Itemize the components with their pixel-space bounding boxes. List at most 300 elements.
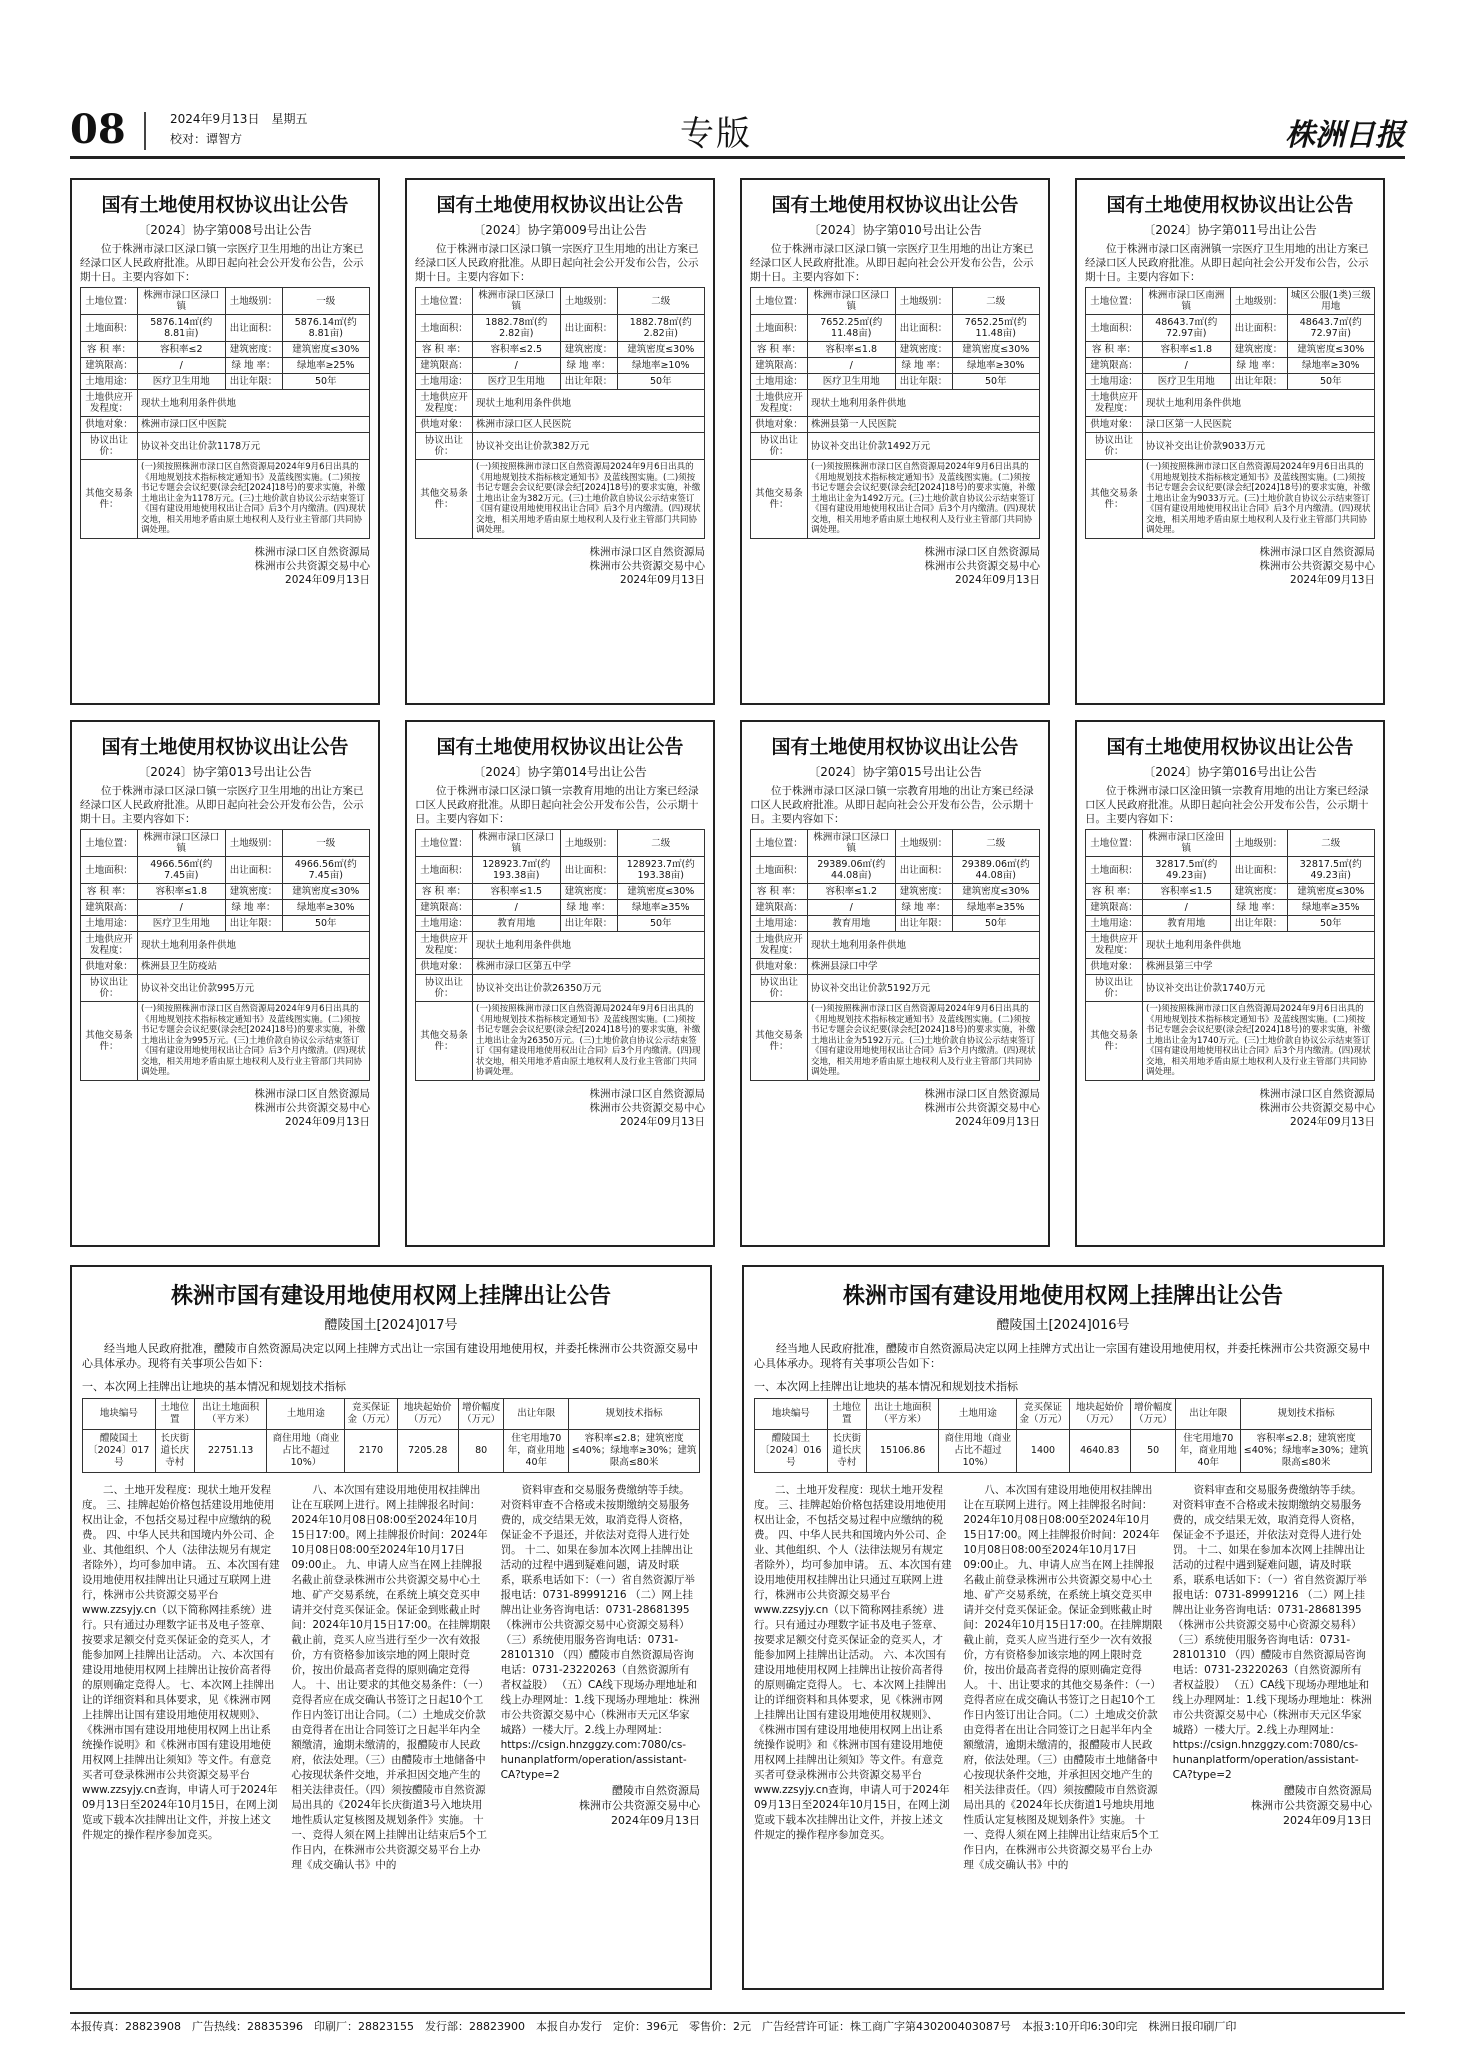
notice-number: 〔2024〕协字第010号出让公告: [808, 223, 982, 237]
label-height: 建筑限高：: [81, 900, 138, 916]
label-target: 供地对象：: [81, 959, 138, 975]
body-text: 八、本次国有建设用地使用权挂牌出让在互联网上进行。网上挂牌报名时间：2024年10月08日08:00至2024年10月15日17:00。网上挂牌报价时间：2024年10月08日08:00至2024年10月17日09:00止。 九、申请人应当在网上挂牌报名截止前登录株洲市公共资源交易中心土地、矿产交易系统，在系统上填交竞买申请并交付竞买保证金。保证金到账截止时间：2024年10月15日17:00。在挂牌期限截止前，竞买人应当进行至少一次有效报价，方有资格参加该宗地的网上限时竞价，按出价最高者竞得的原则确定竞得人。 十、出让要求的其他交易条件：（一）竞得者应在成交确认书签订之日起10个工作日内签订出让合同。（二）土地成交价款由竞得者在出让合同签订之日起半年内全额缴清，逾期未缴清的，报醴陵市人民政府，依法处理。（三）由醴陵市土地储备中心按现状条件交地，并承担因交地产生的相关法律责任。（四）须按醴陵市自然资源局出具的《2024年长庆街道3号入地块用地性质认定复核图及规划条件》实施。 十一、竞得人须在网上挂牌出让结束后5个工作日内，在株洲市公共资源交易平台上办理《成交确认书》中的: [291, 1484, 491, 1871]
value-far: 容积率≤2: [138, 342, 226, 358]
value-other: (一)须按照株洲市渌口区自然资源局2024年9月6日出具的《用地规划技术指标核定通知书》及蓝线图实施。(二)须按书记专题会会议纪要(渌会纪[2024]18号)的要求实施，补缴土地出让金为1740万元。(三)土地价款自协议公示结束签订《国有建设用地使用权出让合同》后3个月内缴清。(四)现状交地，相关用地矛盾由原土地权利人及行业主管部门共同协调处理。: [1143, 1002, 1375, 1081]
label-density: 建筑密度：: [225, 884, 282, 900]
land-info-table: [750, 287, 1040, 539]
signer-bureau: 株洲市渌口区自然资源局: [1259, 545, 1375, 558]
label-location: 土地位置：: [751, 830, 808, 857]
notice-signature: [415, 545, 705, 587]
value-location: 株洲市渌口区渌口镇: [808, 830, 896, 857]
label-use: 土地用途：: [751, 374, 808, 390]
label-grade: 土地级别：: [895, 288, 952, 315]
body-text: 二、土地开发程度：现状土地开发程度。 三、挂牌起始价格包括建设用地使用权出让金，不包括交易过程中应缴纳的税费。 四、中华人民共和国境内外公司、企业、其他组织、个人（法律法规另有规定者除外），均可参加申请。 五、本次国有建设用地使用权挂牌出让只通过互联网上进行，株洲市公共资源交易平台www.zzsyjy.cn（以下简称网挂系统）进行。只有通过办理数字证书及电子签章、按要求足额交付竞买保证金的竞买人，才能参加网上挂牌出让活动。 六、本次国有建设用地使用权网上挂牌出让按价高者得的原则确定竞得人。 七、本次网上挂牌出让的详细资料和具体要求，见《株洲市网上挂牌出让国有建设用地使用权规则》、《株洲市国有建设用地使用权网上出让系统操作说明》和《株洲市国有建设用地使用权网上挂牌出让须知》等文件。有意竞买者可登录株洲市公共资源交易平台www.zzsyjy.cn查询，申请人可于2024年09月13日至2024年10月15日，在网上浏览或下载本次挂牌出让文件，并按上述文件规定的操作程序参加竞买。: [754, 1484, 952, 1841]
table-cell: 商住用地（商业占比不超过10%）: [939, 1430, 1017, 1473]
land-notice: [740, 178, 1050, 705]
notice-title: 国有土地使用权协议出让公告: [436, 194, 684, 216]
auction-notice: [742, 1265, 1384, 1990]
label-grade: 土地级别：: [225, 288, 282, 315]
value-dev-cond: 现状土地利用条件供地: [138, 932, 370, 959]
label-grade: 土地级别：: [1230, 830, 1287, 857]
value-price: 协议补交出让价款9033万元: [1143, 433, 1375, 460]
value-height: /: [1143, 900, 1231, 916]
label-location: 土地位置：: [1086, 288, 1143, 315]
label-location: 土地位置：: [81, 288, 138, 315]
label-price: 协议出让价：: [1086, 433, 1143, 460]
value-far: 容积率≤1.8: [1143, 342, 1231, 358]
issue-date: 2024年9月13日 星期五: [170, 112, 308, 126]
label-green: 绿 地 率：: [560, 900, 617, 916]
label-height: 建筑限高：: [1086, 358, 1143, 374]
value-density: 建筑密度≤30%: [1287, 342, 1375, 358]
notice-signature: [1173, 1783, 1372, 1828]
value-location: 株洲市渌口区渌口镇: [138, 830, 226, 857]
table-header: 土地用途: [267, 1399, 345, 1430]
signer-center: 株洲市公共资源交易中心: [1250, 1799, 1372, 1812]
label-grade: 土地级别：: [225, 830, 282, 857]
table-header: 地块起始价（万元）: [397, 1399, 459, 1430]
value-target: 株洲市渌口区人民医院: [473, 417, 705, 433]
land-info-table: [1085, 829, 1375, 1081]
notice-signature: [80, 545, 370, 587]
value-sale-area: 5876.14㎡(约8.81亩): [282, 315, 370, 342]
notice-title: 国有土地使用权协议出让公告: [771, 194, 1019, 216]
value-dev-cond: 现状土地利用条件供地: [138, 390, 370, 417]
notice-title: 株洲市国有建设用地使用权网上挂牌出让公告: [170, 1283, 611, 1309]
value-sale-area: 4966.56㎡(约7.45亩): [282, 857, 370, 884]
label-other: 其他交易条件：: [416, 1002, 473, 1081]
notice-signature: [1085, 1087, 1375, 1129]
table-header: 地块编号: [755, 1399, 828, 1430]
label-other: 其他交易条件：: [1086, 460, 1143, 539]
table-header-row: [755, 1399, 1372, 1430]
value-green: 绿地率≥35%: [1287, 900, 1375, 916]
value-price: 协议补交出让价款5192万元: [808, 975, 1040, 1002]
notice-signature: [80, 1087, 370, 1129]
label-far: 容 积 率：: [81, 884, 138, 900]
label-target: 供地对象：: [751, 417, 808, 433]
table-cell: 住宅用地70年，商业用地40年: [504, 1430, 569, 1473]
value-density: 建筑密度≤30%: [617, 342, 705, 358]
table-header: 土地位置: [155, 1399, 194, 1430]
notice-signature: [750, 1087, 1040, 1129]
notice-number: 〔2024〕协字第011号出让公告: [1143, 223, 1317, 237]
value-sale-area: 48643.7㎡(约72.97亩): [1287, 315, 1375, 342]
label-area: 土地面积：: [1086, 857, 1143, 884]
value-sale-area: 7652.25㎡(约11.48亩): [952, 315, 1040, 342]
label-green: 绿 地 率：: [225, 358, 282, 374]
label-density: 建筑密度：: [560, 342, 617, 358]
value-area: 4966.56㎡(约7.45亩): [138, 857, 226, 884]
label-green: 绿 地 率：: [895, 358, 952, 374]
notice-intro: 位于株洲市渌口区渌口镇一宗教育用地的出让方案已经渌口区人民政府批准。从即日起向社会公开发布公告，公示期十日。主要内容如下：: [415, 785, 699, 825]
notice-body: [754, 1483, 1372, 1873]
notice-signature: [415, 1087, 705, 1129]
body-column-2: [963, 1483, 1162, 1873]
value-target: 株洲县卫生防疫站: [138, 959, 370, 975]
label-area: 土地面积：: [751, 857, 808, 884]
value-height: /: [808, 358, 896, 374]
label-sale-area: 出让面积：: [895, 315, 952, 342]
value-height: /: [138, 358, 226, 374]
signer-bureau: 株洲市渌口区自然资源局: [924, 1087, 1040, 1100]
land-notice: [740, 720, 1050, 1247]
label-far: 容 积 率：: [1086, 884, 1143, 900]
label-dev-cond: 土地供应开发程度：: [81, 390, 138, 417]
label-dev-cond: 土地供应开发程度：: [751, 390, 808, 417]
value-grade: 二级: [952, 830, 1040, 857]
value-density: 建筑密度≤30%: [1287, 884, 1375, 900]
signer-bureau: 醴陵市自然资源局: [1283, 1784, 1372, 1797]
value-far: 容积率≤1.8: [138, 884, 226, 900]
table-cell: 80: [459, 1430, 504, 1473]
label-price: 协议出让价：: [416, 975, 473, 1002]
value-sale-area: 128923.7㎡(约193.38亩): [617, 857, 705, 884]
section-heading: 一、本次网上挂牌出让地块的基本情况和规划技术指标: [82, 1380, 346, 1393]
land-info-table: [1085, 287, 1375, 539]
label-use: 土地用途：: [751, 916, 808, 932]
value-use: 教育用地: [808, 916, 896, 932]
label-area: 土地面积：: [416, 315, 473, 342]
notice-signature: [750, 545, 1040, 587]
table-header: 地块起始价（万元）: [1069, 1399, 1131, 1430]
value-green: 绿地率≥35%: [617, 900, 705, 916]
body-column-3: [1173, 1483, 1372, 1873]
label-other: 其他交易条件：: [1086, 1002, 1143, 1081]
land-notice: [405, 178, 715, 705]
value-other: (一)须按照株洲市渌口区自然资源局2024年9月6日出具的《用地规划技术指标核定通知书》及蓝线图实施。(二)须按书记专题会会议纪要(渌会纪[2024]18号)的要求实施，补缴土地出让金为1492万元。(三)土地价款自协议公示结束签订《国有建设用地使用权出让合同》后3个月内缴清。(四)现状交地，相关用地矛盾由原土地权利人及行业主管部门共同协调处理。: [808, 460, 1040, 539]
label-other: 其他交易条件：: [81, 1002, 138, 1081]
newspaper-logo: 株洲日报: [1285, 118, 1405, 153]
value-term: 50年: [952, 916, 1040, 932]
value-target: 渌口区第一人民医院: [1143, 417, 1375, 433]
label-density: 建筑密度：: [560, 884, 617, 900]
label-target: 供地对象：: [1086, 417, 1143, 433]
label-green: 绿 地 率：: [1230, 358, 1287, 374]
value-location: 株洲市渌口区渌口镇: [138, 288, 226, 315]
table-header: 竞买保证金（万元）: [345, 1399, 397, 1430]
value-use: 医疗卫生用地: [138, 374, 226, 390]
label-green: 绿 地 率：: [560, 358, 617, 374]
label-term: 出让年限：: [895, 374, 952, 390]
table-cell: 住宅用地70年，商业用地40年: [1176, 1430, 1241, 1473]
label-location: 土地位置：: [81, 830, 138, 857]
notice-title: 国有土地使用权协议出让公告: [436, 736, 684, 758]
table-header: 出让土地面积（平方米）: [866, 1399, 938, 1430]
label-other: 其他交易条件：: [751, 1002, 808, 1081]
value-area: 7652.25㎡(约11.48亩): [808, 315, 896, 342]
label-far: 容 积 率：: [1086, 342, 1143, 358]
label-dev-cond: 土地供应开发程度：: [751, 932, 808, 959]
label-dev-cond: 土地供应开发程度：: [416, 390, 473, 417]
label-price: 协议出让价：: [81, 975, 138, 1002]
label-area: 土地面积：: [1086, 315, 1143, 342]
value-density: 建筑密度≤30%: [952, 884, 1040, 900]
label-term: 出让年限：: [1230, 916, 1287, 932]
notice-title: 株洲市国有建设用地使用权网上挂牌出让公告: [842, 1283, 1283, 1309]
value-green: 绿地率≥35%: [952, 900, 1040, 916]
label-term: 出让年限：: [225, 374, 282, 390]
value-dev-cond: 现状土地利用条件供地: [1143, 390, 1375, 417]
label-area: 土地面积：: [416, 857, 473, 884]
label-term: 出让年限：: [895, 916, 952, 932]
table-cell: 商住用地（商业占比不超过10%）: [267, 1430, 345, 1473]
label-other: 其他交易条件：: [416, 460, 473, 539]
notice-number: 〔2024〕协字第008号出让公告: [138, 223, 312, 237]
value-price: 协议补交出让价款26350万元: [473, 975, 705, 1002]
value-other: (一)须按照株洲市渌口区自然资源局2024年9月6日出具的《用地规划技术指标核定通知书》及蓝线图实施。(二)须按书记专题会会议纪要(渌会纪[2024]18号)的要求实施，补缴土地出让金为382万元。(三)土地价款自协议公示结束签订《国有建设用地使用权出让合同》后3个月内缴清。(四)现状交地，相关用地矛盾由原土地权利人及行业主管部门共同协调处理。: [473, 460, 705, 539]
label-dev-cond: 土地供应开发程度：: [81, 932, 138, 959]
label-target: 供地对象：: [416, 959, 473, 975]
label-sale-area: 出让面积：: [1230, 857, 1287, 884]
label-height: 建筑限高：: [416, 358, 473, 374]
value-use: 医疗卫生用地: [808, 374, 896, 390]
value-green: 绿地率≥10%: [617, 358, 705, 374]
label-term: 出让年限：: [560, 916, 617, 932]
value-term: 50年: [617, 374, 705, 390]
sign-date: 2024年09月13日: [1282, 1814, 1372, 1827]
label-price: 协议出让价：: [1086, 975, 1143, 1002]
table-cell: 长庆街道长庆寺村: [827, 1430, 866, 1473]
value-term: 50年: [1287, 374, 1375, 390]
label-density: 建筑密度：: [1230, 342, 1287, 358]
value-other: (一)须按照株洲市渌口区自然资源局2024年9月6日出具的《用地规划技术指标核定通知书》及蓝线图实施。(二)须按书记专题会会议纪要(渌会纪[2024]18号)的要求实施，补缴土地出让金为995万元。(三)土地价款自协议公示结束签订《国有建设用地使用权出让合同》后3个月内缴清。(四)现状交地，相关用地矛盾由原土地权利人及行业主管部门共同协调处理。: [138, 1002, 370, 1081]
value-height: /: [1143, 358, 1231, 374]
value-target: 株洲市渌口区第五中学: [473, 959, 705, 975]
notice-signature: [1085, 545, 1375, 587]
label-density: 建筑密度：: [225, 342, 282, 358]
table-cell: 15106.86: [866, 1430, 938, 1473]
notice-title: 国有土地使用权协议出让公告: [1106, 736, 1354, 758]
table-header: 竞买保证金（万元）: [1017, 1399, 1069, 1430]
label-far: 容 积 率：: [751, 884, 808, 900]
sign-date: 2024年09月13日: [955, 1115, 1040, 1128]
notice-body: [82, 1483, 700, 1873]
value-other: (一)须按照株洲市渌口区自然资源局2024年9月6日出具的《用地规划技术指标核定通知书》及蓝线图实施。(二)须按书记专题会会议纪要(渌会纪[2024]18号)的要求实施，补缴土地出让金为9033万元。(三)土地价款自协议公示结束签订《国有建设用地使用权出让合同》后3个月内缴清。(四)现状交地，相关用地矛盾由原土地权利人及行业主管部门共同协调处理。: [1143, 460, 1375, 539]
value-use: 医疗卫生用地: [1143, 374, 1231, 390]
table-header: 增价幅度（万元）: [459, 1399, 504, 1430]
body-column-1: [754, 1483, 953, 1873]
value-term: 50年: [952, 374, 1040, 390]
table-header: 增价幅度（万元）: [1131, 1399, 1176, 1430]
value-price: 协议补交出让价款1492万元: [808, 433, 1040, 460]
table-cell: 4640.83: [1069, 1430, 1131, 1473]
value-grade: 一级: [282, 830, 370, 857]
label-price: 协议出让价：: [751, 975, 808, 1002]
value-green: 绿地率≥30%: [1287, 358, 1375, 374]
label-grade: 土地级别：: [560, 830, 617, 857]
value-far: 容积率≤1.5: [1143, 884, 1231, 900]
value-area: 32817.5㎡(约49.23亩): [1143, 857, 1231, 884]
signer-center: 株洲市公共资源交易中心: [1259, 1101, 1375, 1114]
label-price: 协议出让价：: [751, 433, 808, 460]
table-header: 土地位置: [827, 1399, 866, 1430]
signer-center: 株洲市公共资源交易中心: [1259, 559, 1375, 572]
value-area: 5876.14㎡(约8.81亩): [138, 315, 226, 342]
label-location: 土地位置：: [1086, 830, 1143, 857]
label-height: 建筑限高：: [1086, 900, 1143, 916]
table-cell: 醴陵国土〔2024〕017号: [83, 1430, 156, 1473]
land-notice: [405, 720, 715, 1247]
label-use: 土地用途：: [416, 916, 473, 932]
value-target: 株洲市渌口区中医院: [138, 417, 370, 433]
table-cell: 长庆街道长庆寺村: [155, 1430, 194, 1473]
label-dev-cond: 土地供应开发程度：: [1086, 390, 1143, 417]
value-sale-area: 32817.5㎡(约49.23亩): [1287, 857, 1375, 884]
footer-info: 本报传真：28823908 广告热线：28835396 印刷厂：28823155 发行部：28823900 本报自办发行 定价：396元 零售价：2元 广告经营许可证：株工商广字第430200403087号 本报3:10开印6:30印完 株洲日报印刷厂印: [70, 2020, 1237, 2033]
label-area: 土地面积：: [81, 857, 138, 884]
value-density: 建筑密度≤30%: [617, 884, 705, 900]
value-dev-cond: 现状土地利用条件供地: [808, 390, 1040, 417]
value-price: 协议补交出让价款382万元: [473, 433, 705, 460]
signer-center: 株洲市公共资源交易中心: [924, 1101, 1040, 1114]
sign-date: 2024年09月13日: [285, 573, 370, 586]
table-header: 规划技术指标: [1241, 1399, 1372, 1430]
notice-number: 〔2024〕协字第015号出让公告: [808, 765, 982, 779]
land-info-table: [750, 829, 1040, 1081]
page-footer: [70, 2012, 1405, 2034]
notice-intro: 位于株洲市渌口区南洲镇一宗医疗卫生用地的出让方案已经渌口区人民政府批准。从即日起向社会公开发布公告，公示期十日。主要内容如下：: [1085, 243, 1369, 283]
label-green: 绿 地 率：: [225, 900, 282, 916]
notice-number: 〔2024〕协字第009号出让公告: [473, 223, 647, 237]
table-row: [83, 1430, 700, 1473]
label-sale-area: 出让面积：: [225, 315, 282, 342]
signer-bureau: 株洲市渌口区自然资源局: [589, 1087, 705, 1100]
label-height: 建筑限高：: [751, 358, 808, 374]
parcel-table: [82, 1398, 700, 1473]
label-sale-area: 出让面积：: [560, 857, 617, 884]
value-grade: 二级: [1287, 830, 1375, 857]
value-grade: 一级: [282, 288, 370, 315]
notice-number: 〔2024〕协字第016号出让公告: [1143, 765, 1317, 779]
land-info-table: [80, 287, 370, 539]
signer-center: 株洲市公共资源交易中心: [254, 559, 370, 572]
body-column-3: [501, 1483, 700, 1873]
page-header: [70, 106, 1405, 159]
value-area: 1882.78㎡(约2.82亩): [473, 315, 561, 342]
table-cell: 22751.13: [194, 1430, 266, 1473]
value-location: 株洲市渌口区渌口镇: [808, 288, 896, 315]
notice-intro: 经当地人民政府批准，醴陵市自然资源局决定以网上挂牌方式出让一宗国有建设用地使用权，并委托株洲市公共资源交易中心具体承办。现将有关事项公告如下：: [754, 1342, 1370, 1370]
notice-intro: 位于株洲市渌口区渌口镇一宗医疗卫生用地的出让方案已经渌口区人民政府批准。从即日起向社会公开发布公告，公示期十日。主要内容如下：: [80, 785, 364, 825]
label-grade: 土地级别：: [560, 288, 617, 315]
label-target: 供地对象：: [81, 417, 138, 433]
label-green: 绿 地 率：: [1230, 900, 1287, 916]
label-far: 容 积 率：: [81, 342, 138, 358]
notice-title: 国有土地使用权协议出让公告: [771, 736, 1019, 758]
signer-bureau: 株洲市渌口区自然资源局: [589, 545, 705, 558]
auction-notice: [70, 1265, 712, 1990]
value-area: 128923.7㎡(约193.38亩): [473, 857, 561, 884]
label-use: 土地用途：: [1086, 916, 1143, 932]
value-target: 株洲县渌口中学: [808, 959, 1040, 975]
label-location: 土地位置：: [416, 830, 473, 857]
table-header: 出让年限: [504, 1399, 569, 1430]
value-grade: 二级: [617, 830, 705, 857]
parcel-table: [754, 1398, 1372, 1473]
value-target: 株洲县第一人民医院: [808, 417, 1040, 433]
value-other: (一)须按照株洲市渌口区自然资源局2024年9月6日出具的《用地规划技术指标核定通知书》及蓝线图实施。(二)须按书记专题会会议纪要(渌会纪[2024]18号)的要求实施，补缴土地出让金为5192万元。(三)土地价款自协议公示结束签订《国有建设用地使用权出让合同》后3个月内缴清。(四)现状交地，相关用地矛盾由原土地权利人及行业主管部门共同协调处理。: [808, 1002, 1040, 1081]
value-height: /: [473, 358, 561, 374]
label-target: 供地对象：: [1086, 959, 1143, 975]
sign-date: 2024年09月13日: [620, 1115, 705, 1128]
notice-title: 国有土地使用权协议出让公告: [1106, 194, 1354, 216]
land-info-table: [80, 829, 370, 1081]
notice-title: 国有土地使用权协议出让公告: [101, 736, 349, 758]
label-other: 其他交易条件：: [81, 460, 138, 539]
notice-intro: 位于株洲市渌口区淦田镇一宗教育用地的出让方案已经渌口区人民政府批准。从即日起向社会公开发布公告，公示期十日。主要内容如下：: [1085, 785, 1369, 825]
value-dev-cond: 现状土地利用条件供地: [1143, 932, 1375, 959]
signer-center: 株洲市公共资源交易中心: [589, 559, 705, 572]
notice-intro: 位于株洲市渌口区渌口镇一宗医疗卫生用地的出让方案已经渌口区人民政府批准。从即日起向社会公开发布公告，公示期十日。主要内容如下：: [415, 243, 699, 283]
value-green: 绿地率≥25%: [282, 358, 370, 374]
table-header: 规划技术指标: [569, 1399, 700, 1430]
signer-center: 株洲市公共资源交易中心: [578, 1799, 700, 1812]
value-green: 绿地率≥30%: [952, 358, 1040, 374]
value-location: 株洲市渌口区南洲镇: [1143, 288, 1231, 315]
sign-date: 2024年09月13日: [285, 1115, 370, 1128]
label-density: 建筑密度：: [1230, 884, 1287, 900]
section-title: 专版: [680, 114, 752, 154]
label-height: 建筑限高：: [81, 358, 138, 374]
value-density: 建筑密度≤30%: [282, 342, 370, 358]
value-dev-cond: 现状土地利用条件供地: [473, 390, 705, 417]
table-cell: 7205.28: [397, 1430, 459, 1473]
table-cell: 容积率≤2.8；建筑密度≤40%；绿地率≥30%；建筑限高≤80米: [569, 1430, 700, 1473]
signer-center: 株洲市公共资源交易中心: [254, 1101, 370, 1114]
label-use: 土地用途：: [81, 374, 138, 390]
sign-date: 2024年09月13日: [1290, 573, 1375, 586]
label-price: 协议出让价：: [416, 433, 473, 460]
label-use: 土地用途：: [81, 916, 138, 932]
label-use: 土地用途：: [1086, 374, 1143, 390]
body-text: 八、本次国有建设用地使用权挂牌出让在互联网上进行。网上挂牌报名时间：2024年10月08日08:00至2024年10月15日17:00。网上挂牌报价时间：2024年10月08日08:00至2024年10月17日09:00止。 九、申请人应当在网上挂牌报名截止前登录株洲市公共资源交易中心土地、矿产交易系统，在系统上填交竞买申请并交付竞买保证金。保证金到账截止时间：2024年10月15日17:00。在挂牌期限截止前，竞买人应当进行至少一次有效报价，方有资格参加该宗地的网上限时竞价，按出价最高者竞得的原则确定竞得人。 十、出让要求的其他交易条件：（一）竞得者应在成交确认书签订之日起10个工作日内签订出让合同。（二）土地成交价款由竞得者在出让合同签订之日起半年内全额缴清，逾期未缴清的，报醴陵市人民政府，依法处理。（三）由醴陵市土地储备中心按现状条件交地，并承担因交地产生的相关法律责任。（四）须按醴陵市自然资源局出具的《2024年长庆街道1号地块用地性质认定复核图及规划条件》实施。 十一、竞得人须在网上挂牌出让结束后5个工作日内，在株洲市公共资源交易平台上办理《成交确认书》中的: [963, 1484, 1163, 1871]
table-header: 出让土地面积（平方米）: [194, 1399, 266, 1430]
table-cell: 容积率≤2.8；建筑密度≤40%；绿地率≥30%；建筑限高≤80米: [1241, 1430, 1372, 1473]
value-term: 50年: [282, 916, 370, 932]
label-target: 供地对象：: [416, 417, 473, 433]
value-use: 教育用地: [473, 916, 561, 932]
header-divider: [144, 112, 146, 150]
signer-bureau: 醴陵市自然资源局: [611, 1784, 700, 1797]
value-location: 株洲市渌口区渌口镇: [473, 288, 561, 315]
table-header-row: [83, 1399, 700, 1430]
value-density: 建筑密度≤30%: [952, 342, 1040, 358]
value-location: 株洲市渌口区淦田镇: [1143, 830, 1231, 857]
signer-bureau: 株洲市渌口区自然资源局: [1259, 1087, 1375, 1100]
land-notice: [1075, 178, 1385, 705]
notice-intro: 位于株洲市渌口区渌口镇一宗医疗卫生用地的出让方案已经渌口区人民政府批准。从即日起向社会公开发布公告，公示期十日。主要内容如下：: [750, 243, 1034, 283]
signer-bureau: 株洲市渌口区自然资源局: [924, 545, 1040, 558]
land-notice: [70, 178, 380, 705]
label-grade: 土地级别：: [895, 830, 952, 857]
sign-date: 2024年09月13日: [955, 573, 1040, 586]
label-area: 土地面积：: [751, 315, 808, 342]
value-height: /: [473, 900, 561, 916]
value-other: (一)须按照株洲市渌口区自然资源局2024年9月6日出具的《用地规划技术指标核定通知书》及蓝线图实施。(二)须按书记专题会会议纪要(渌会纪[2024]18号)的要求实施，补缴土地出让金为26350万元。(三)土地价款自协议公示结束签订《国有建设用地使用权出让合同》后3个月内缴清。(四)现状交地，相关用地矛盾由原土地权利人及行业主管部门共同协调处理。: [473, 1002, 705, 1081]
notice-intro: 经当地人民政府批准，醴陵市自然资源局决定以网上挂牌方式出让一宗国有建设用地使用权，并委托株洲市公共资源交易中心具体承办。现将有关事项公告如下：: [82, 1342, 698, 1370]
body-text: 资料审查和交易服务费缴纳等手续。对资料审查不合格或未按期缴纳交易服务费的，成交结果无效，取消竞得人资格，保证金不予退还，并依法对竞得人进行处罚。 十二、如果在参加本次网上挂牌出让活动的过程中遇到疑难问题，请及时联系，联系电话如下：（一）省自然资源厅举报电话：0731-89991216 （二）网上挂牌出让业务咨询电话：0731-28681395（株洲市公共资源交易中心资源交易科） （三）系统使用服务咨询电话：0731-28101310 （四）醴陵市自然资源局咨询电话：0731-23220263（自然资源所有者权益股） （五）CA线下现场办理地址和线上办理网址：1.线下现场办理地址：株洲市公共资源交易中心（株洲市天元区华家城路）一楼大厅。2.线上办理网址：https://csign.hnzggzy.com:7080/cs-hunanplatform/operation/assistant-CA?type=2: [1172, 1484, 1372, 1781]
value-grade: 二级: [952, 288, 1040, 315]
label-sale-area: 出让面积：: [895, 857, 952, 884]
value-price: 协议补交出让价款1178万元: [138, 433, 370, 460]
table-cell: 50: [1131, 1430, 1176, 1473]
sign-date: 2024年09月13日: [610, 1814, 700, 1827]
land-info-table: [415, 287, 705, 539]
label-area: 土地面积：: [81, 315, 138, 342]
value-far: 容积率≤1.8: [808, 342, 896, 358]
value-far: 容积率≤1.5: [473, 884, 561, 900]
